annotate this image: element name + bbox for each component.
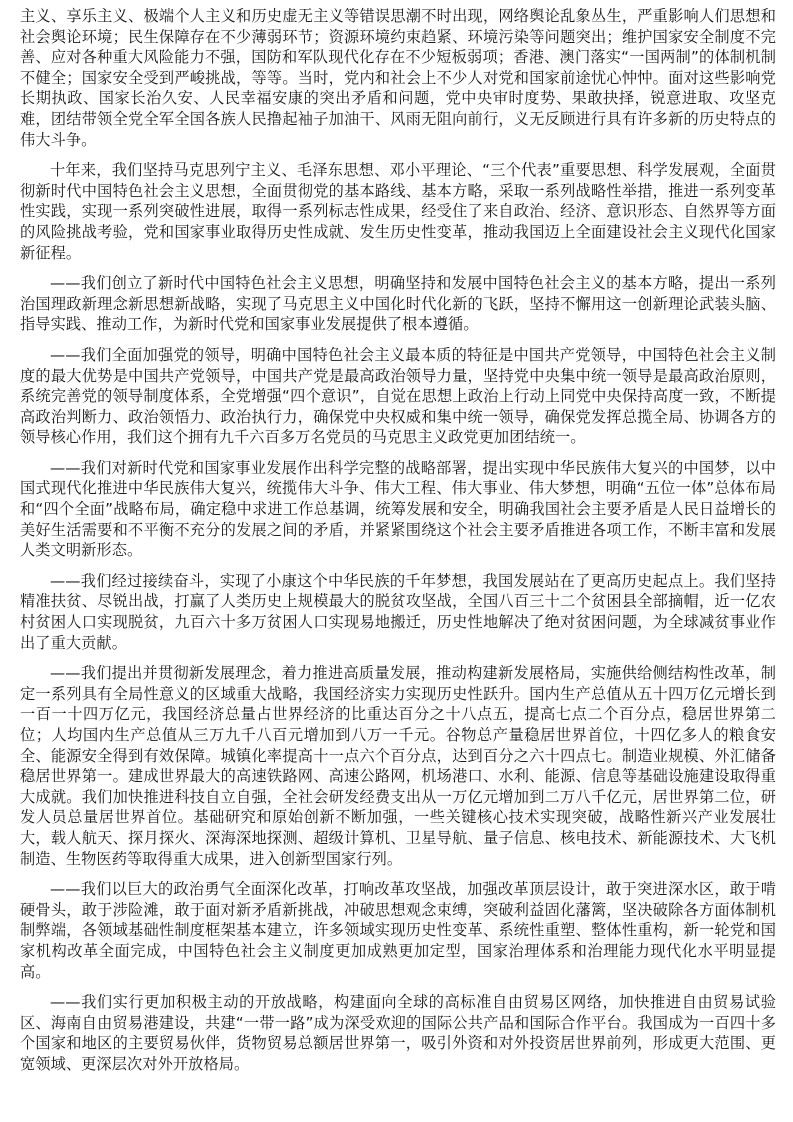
paragraph-opening-up: ——我们实行更加积极主动的开放战略，构建面向全球的高标准自由贸易区网络，加快推进自由贸易试验区、海南自由贸易港建设，共建“一带一路”成为深受欢迎的国际公共产品和国际合作平台。我国成为一百四十多个国家和地区的主要贸易伙伴，货物贸易总额居世界第一，吸引外资和对外投资居世界前列，形成更大范围、更宽领域、更深层次对外开放格局。 <box>20 993 776 1073</box>
paragraph-party-leadership: ——我们全面加强党的领导，明确中国特色社会主义最本质的特征是中国共产党领导，中国特色社会主义制度的最大优势是中国共产党领导，中国共产党是最高政治领导力量，坚持党中央集中统一领导是最高政治原则，系统完善党的领导制度体系，全党增强“四个意识”，自觉在思想上政治上行动上同党中央保持高度一致，不断提高政治判断力、政治领悟力、政治执行力，确保党中央权威和集中统一领导，确保党发挥总揽全局、协调各方的领导核心作用，我们这个拥有九千六百多万名党员的马克思主义政党更加团结统一。 <box>20 345 776 447</box>
paragraph-deepening-reform: ——我们以巨大的政治勇气全面深化改革，打响改革攻坚战，加强改革顶层设计，敢于突进深水区，敢于啃硬骨头，敢于涉险滩，敢于面对新矛盾新挑战，冲破思想观念束缚，突破利益固化藩篱，坚决破除各方面体制机制弊端，各领域基础性制度框架基本建立，许多领域实现历史性变革、系统性重塑、整体性重构，新一轮党和国家机构改革全面完成，中国特色社会主义制度更加成熟更加定型，国家治理体系和治理能力现代化水平明显提高。 <box>20 880 776 981</box>
paragraph-strategic-deployment: ——我们对新时代党和国家事业发展作出科学完整的战略部署，提出实现中华民族伟大复兴的中国梦，以中国式现代化推进中华民族伟大复兴，统揽伟大斗争、伟大工程、伟大事业、伟大梦想，明确“五位一体”总体布局和“四个全面”战略布局，确定稳中求进工作总基调，统筹发展和安全，明确我国社会主要矛盾是人民日益增长的美好生活需要和不平衡不充分的发展之间的矛盾，并紧紧围绕这个社会主要矛盾推进各项工作，不断丰富和发展人类文明新形态。 <box>20 458 776 560</box>
paragraph-decade-summary: 十年来，我们坚持马克思列宁主义、毛泽东思想、邓小平理论、“三个代表”重要思想、科学发展观，全面贯彻新时代中国特色社会主义思想，全面贯彻党的基本路线、基本方略，采取一系列战略性举措，推进一系列变革性实践，实现一系列突破性进展，取得一系列标志性成果，经受住了来自政治、经济、意识形态、自然界等方面的风险挑战考验，党和国家事业取得历史性成就、发生历史性变革，推动我国迈上全面建设社会主义现代化国家新征程。 <box>20 161 776 262</box>
paragraph-continuation: 主义、享乐主义、极端个人主义和历史虚无主义等错误思潮不时出现，网络舆论乱象丛生，严重影响人们思想和社会舆论环境；民生保障存在不少薄弱环节；资源环境约束趋紧、环境污染等问题突出；维护国家安全制度不完善、应对各种重大风险能力不强，国防和军队现代化存在不少短板弱项；香港、澳门落实“一国两制”的体制机制不健全；国家安全受到严峻挑战，等等。当时，党内和社会上不少人对党和国家前途忧心忡忡。面对这些影响党长期执政、国家长治久安、人民幸福安康的突出矛盾和问题，党中央审时度势、果敢抉择，锐意进取、攻坚克难，团结带领全党全军全国各族人民撸起袖子加油干、风雨无阻向前行，义无反顾进行具有许多新的历史特点的伟大斗争。 <box>20 7 776 149</box>
paragraph-new-era-thought: ——我们创立了新时代中国特色社会主义思想，明确坚持和发展中国特色社会主义的基本方略，提出一系列治国理政新理念新思想新战略，实现了马克思主义中国化时代化新的飞跃，坚持不懈用这一创新理论武装头脑、指导实践、推动工作，为新时代党和国家事业发展提供了根本遵循。 <box>20 274 776 334</box>
paragraph-poverty-alleviation: ——我们经过接续奋斗，实现了小康这个中华民族的千年梦想，我国发展站在了更高历史起点上。我们坚持精准扶贫、尽锐出战，打赢了人类历史上规模最大的脱贫攻坚战，全国八百三十二个贫困县全部摘帽，近一亿农村贫困人口实现脱贫，九百六十多万贫困人口实现易地搬迁，历史性地解决了绝对贫困问题，为全球减贫事业作出了重大贡献。 <box>20 571 776 652</box>
paragraph-economic-development: ——我们提出并贯彻新发展理念，着力推进高质量发展，推动构建新发展格局，实施供给侧结构性改革，制定一系列具有全局性意义的区域重大战略，我国经济实力实现历史性跃升。国内生产总值从五十四万亿元增长到一百一十四万亿元，我国经济总量占世界经济的比重达百分之十八点五，提高七点二个百分点，稳居世界第二位；人均国内生产总值从三万九千八百元增加到八万一千元。谷物总产量稳居世界首位，十四亿多人的粮食安全、能源安全得到有效保障。城镇化率提高十一点六个百分点，达到百分之六十四点七。制造业规模、外汇储备稳居世界第一。建成世界最大的高速铁路网、高速公路网，机场港口、水利、能源、信息等基础设施建设取得重大成就。我们加快推进科技自立自强，全社会研发经费支出从一万亿元增加到二万八千亿元，居世界第二位，研发人员总量居世界首位。基础研究和原始创新不断加强，一些关键核心技术实现突破，战略性新兴产业发展壮大，载人航天、探月探火、深海深地探测、超级计算机、卫星导航、量子信息、核电技术、新能源技术、大飞机制造、生物医药等取得重大成果，进入创新型国家行列。 <box>20 664 776 868</box>
